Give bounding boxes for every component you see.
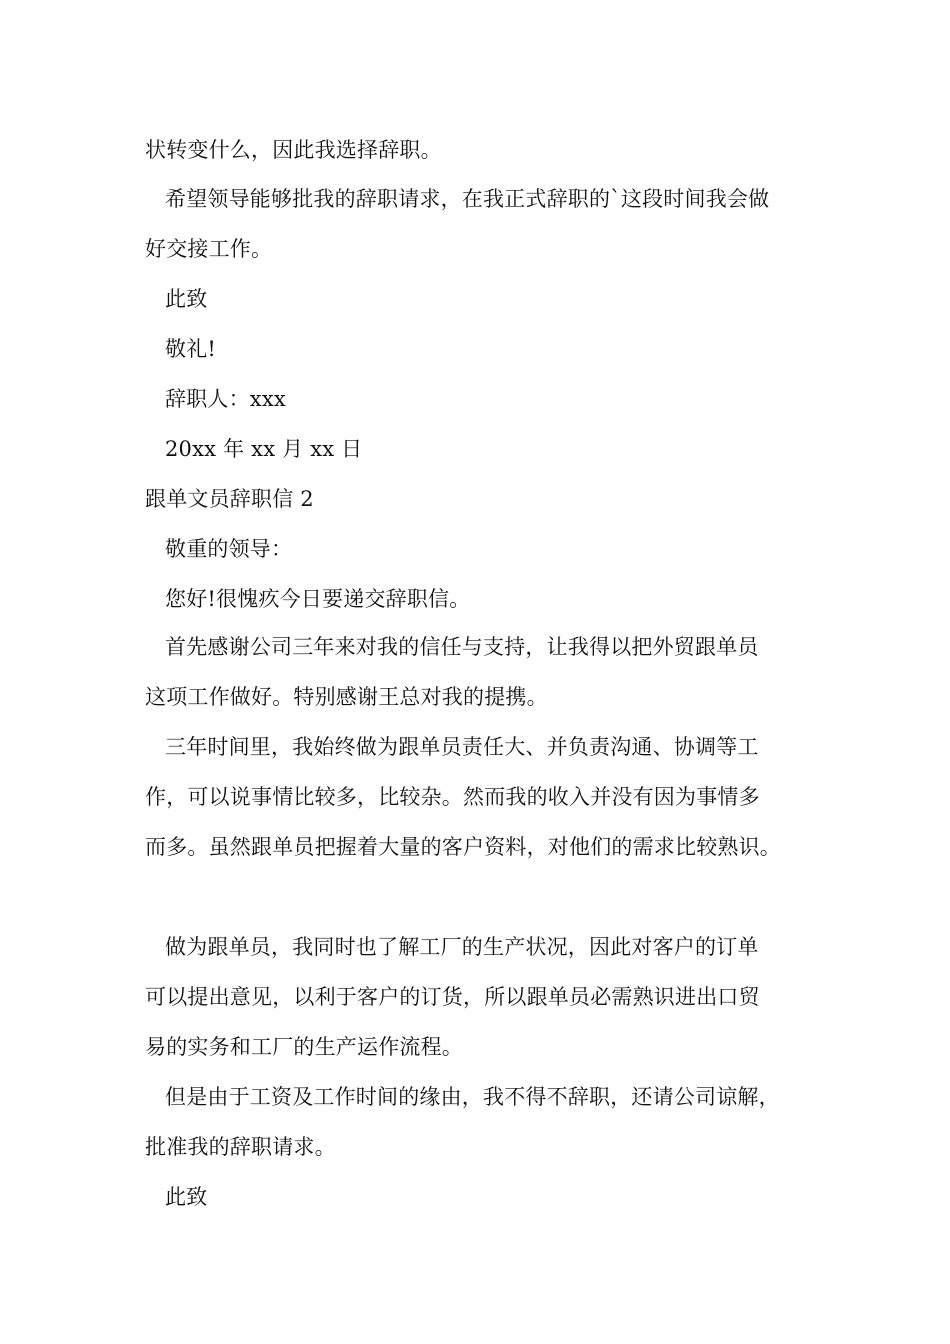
text-line: 作，可以说事情比较多，比较杂。然而我的收入并没有因为事情多 [145,785,760,809]
text-line: 但是由于工资及工作时间的缘由，我不得不辞职，还请公司谅解， [165,1085,780,1109]
text-line: 希望领导能够批我的辞职请求，在我正式辞职的`这段时间我会做 [165,187,770,211]
text-line: 批准我的辞职请求。 [145,1135,336,1159]
signature-line: 辞职人：xxx [165,387,286,411]
text-line: 可以提出意见，以利于客户的订货，所以跟单员必需熟识进出口贸 [145,985,760,1009]
text-line: 这项工作做好。特别感谢王总对我的提携。 [145,685,548,709]
text-line: 易的实务和工厂的生产运作流程。 [145,1035,463,1059]
text-line: 做为跟单员，我同时也了解工厂的生产状况，因此对客户的订单 [165,935,759,959]
text-line: 三年时间里，我始终做为跟单员责任大、并负责沟通、协调等工 [165,735,759,759]
text-line: 状转变什么，因此我选择辞职。 [145,138,442,162]
text-line: 此致 [165,1185,208,1209]
section-title: 跟单文员辞职信 2 [145,487,314,511]
text-line: 此致 [165,287,208,311]
date-line: 20xx 年 xx 月 xx 日 [165,437,363,461]
text-line: 好交接工作。 [145,237,273,261]
text-line: 您好!很愧疚今日要递交辞职信。 [165,587,471,611]
text-line: 首先感谢公司三年来对我的信任与支持，让我得以把外贸跟单员 [165,635,759,659]
text-line: 而多。虽然跟单员把握着大量的客户资料，对他们的需求比较熟识。 [145,835,781,859]
text-line: 敬礼! [165,337,217,361]
salutation: 敬重的领导： [165,537,293,561]
